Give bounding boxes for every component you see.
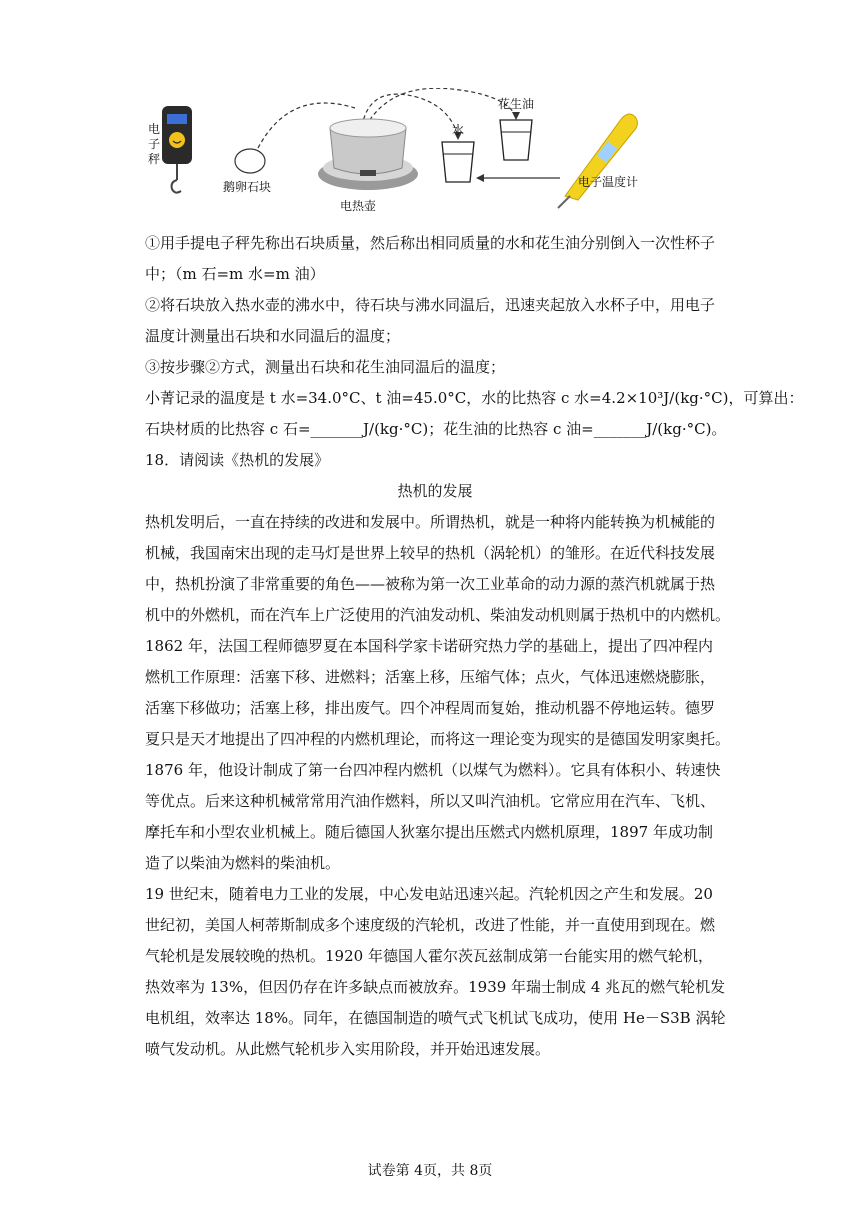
- electronic-scale-icon: [162, 106, 192, 193]
- label-scale-c3: 秤: [148, 152, 161, 166]
- article-line: 1862 年，法国工程师德罗夏在本国科学家卡诺研究热力学的基础上，提出了四冲程内: [145, 637, 713, 655]
- q17-section: [145, 228, 804, 1065]
- article-line: 等优点。后来这种机械常常用汽油作燃料，所以又叫汽油机。它常应用在汽车、飞机、: [145, 792, 716, 810]
- stone-icon: [235, 149, 265, 173]
- article-line: 热效率为 13%，但因仍存在许多缺点而被放弃。1939 年瑞士制成 4 兆瓦的燃气轮机发: [145, 978, 726, 996]
- record-line1: 小菁记录的温度是 t 水=34.0°C、t 油=45.0°C，水的比热容 c 水=4.2×10³J/(kg·°C)，可算出：: [145, 389, 804, 407]
- experiment-figure: [130, 88, 650, 223]
- label-thermometer: 电子温度计: [578, 175, 639, 189]
- step3: ③按步骤②方式，测量出石块和花生油同温后的温度；: [145, 358, 506, 376]
- step2-line1: ②将石块放入热水壶的沸水中，待石块与沸水同温后，迅速夹起放入水杯子中，用电子: [145, 296, 716, 314]
- article-line: 燃机工作原理：活塞下移、进燃料；活塞上移，压缩气体；点火，气体迅速燃烧膨胀，: [145, 668, 716, 686]
- article-line: 造了以柴油为燃料的柴油机。: [145, 854, 341, 872]
- article-line: 夏只是天才地提出了四冲程的内燃机理论，而将这一理论变为现实的是德国发明家奥托。: [145, 730, 731, 748]
- q18-prompt: 18．请阅读《热机的发展》: [145, 451, 330, 469]
- step1-line2: 中；（m 石=m 水=m 油）: [145, 265, 325, 283]
- record-line2: 石块材质的比热容 c 石=_______J/(kg·°C)；花生油的比热容 c 油=_______J/(kg·°C)。: [145, 420, 727, 438]
- article-line: 世纪初，美国人柯蒂斯制成多个速度级的汽轮机，改进了性能，并一直使用到现在。燃: [145, 916, 716, 934]
- article-body: [145, 507, 731, 1065]
- article-line: 机中的外燃机，而在汽车上广泛使用的汽油发动机、柴油发动机则属于热机中的内燃机。: [145, 606, 731, 624]
- electric-kettle-icon: [318, 119, 418, 190]
- article-line: 19 世纪末，随着电力工业的发展，中心发电站迅速兴起。汽轮机因之产生和发展。20: [145, 885, 713, 903]
- article-line: 电机组，效率达 18%。同年，在德国制造的喷气式飞机试飞成功，使用 He－S3B 涡轮: [145, 1009, 726, 1027]
- experiment-diagram: [130, 88, 650, 223]
- article-line: 1876 年，他设计制成了第一台四冲程内燃机（以煤气为燃料）。它具有体积小、转速快: [145, 761, 721, 779]
- step2-line2: 温度计测量出石块和水同温后的温度；: [145, 327, 401, 345]
- label-kettle: 电热壶: [340, 199, 377, 213]
- article-line: 热机发明后，一直在持续的改进和发展中。所谓热机，就是一种将内能转换为机械能的: [145, 513, 716, 531]
- article-line: 摩托车和小型农业机械上。随后德国人狄塞尔提出压燃式内燃机原理，1897 年成功制: [145, 823, 713, 841]
- label-scale-c2: 子: [148, 137, 161, 151]
- article-line: 气轮机是发展较晚的热机。1920 年德国人霍尔茨瓦兹制成第一台能实用的燃气轮机，: [145, 947, 713, 965]
- oil-cup-icon: [500, 120, 532, 160]
- article-line: 机械，我国南宋出现的走马灯是世界上较早的热机（涡轮机）的雏形。在近代科技发展: [145, 544, 716, 562]
- article-line: 活塞下移做功；活塞上移，排出废气。四个冲程周而复始，推动机器不停地运转。德罗: [145, 699, 716, 717]
- article-title: 热机的发展: [397, 482, 473, 500]
- label-stone: 鹅卵石块: [223, 180, 272, 194]
- thermometer-icon: [558, 114, 637, 208]
- article-line: 中，热机扮演了非常重要的角色——被称为第一次工业革命的动力源的蒸汽机就属于热: [145, 575, 716, 593]
- page-footer: 试卷第 4页，共 8页: [367, 1163, 493, 1179]
- water-cup-icon: [442, 142, 474, 182]
- label-water: 水: [452, 123, 465, 137]
- label-scale-c1: 电: [148, 122, 161, 136]
- step1-line1: ①用手提电子秤先称出石块质量，然后称出相同质量的水和花生油分别倒入一次性杯子: [145, 234, 716, 252]
- label-oil: 花生油: [498, 97, 535, 111]
- article-line: 喷气发动机。从此燃气轮机步入实用阶段，并开始迅速发展。: [145, 1040, 551, 1058]
